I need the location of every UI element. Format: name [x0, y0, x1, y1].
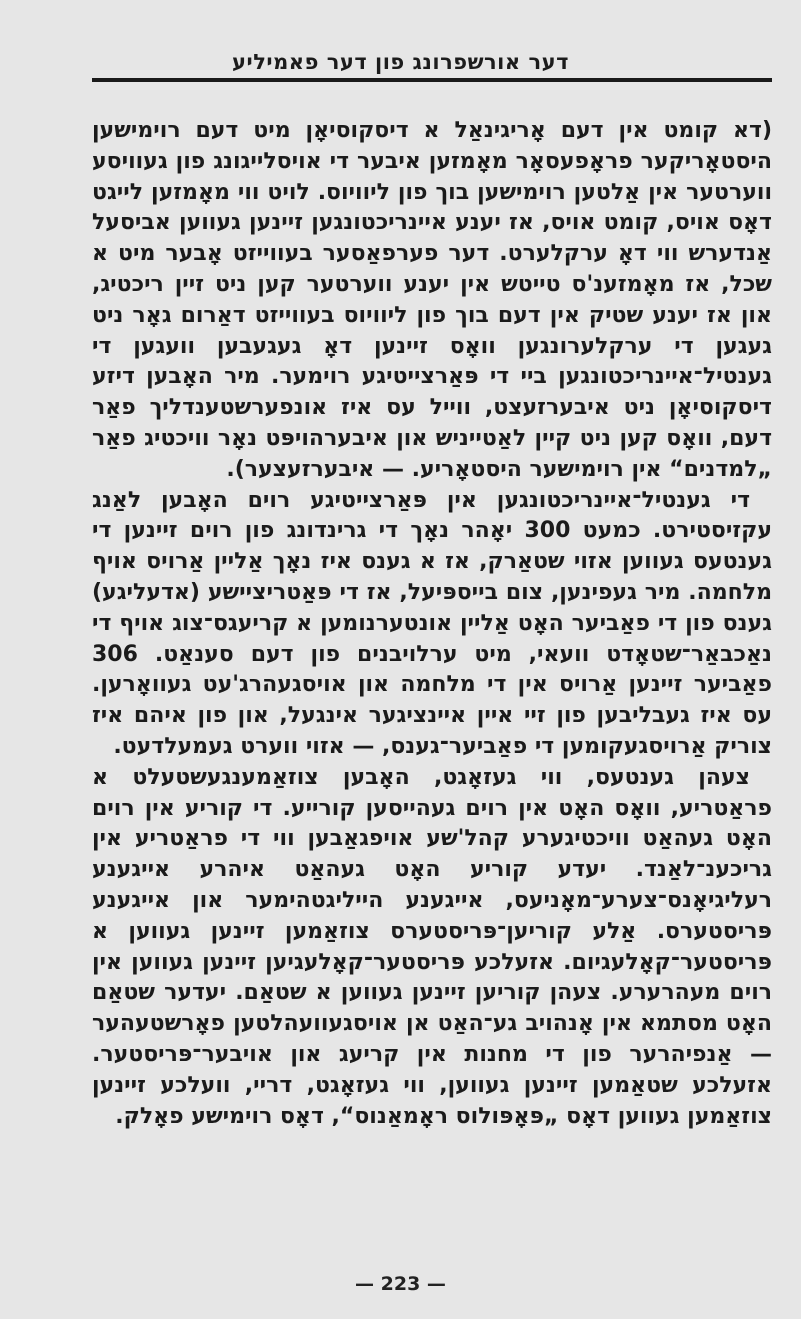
paragraph-curia: צעהן גענטעס, ווי געזאָגט, האָבען צוזאַמענגעשטעלט א פראַטריע, וואָס האָט אין רוים געהייסען קורייע. די קוריע אין רוים האָט געהאַט וויכטיגערע קהל'שע אויפגאַבען ווי די פראַטריע אין גריכענ־לאַנד. יעדע קוריע האָט געהאַט איהרע אייגענע רעליגיאָנס־צערע־מאָניעס, אייגענע הייליגטהימער און אייגענע פּריסטערס. אַלע קוריען־פּריסטערס צוזאַמען זיינען געווען א פּריסטער־קאָלעגיום. אזעלכע פּריסטער־קאָלעגיען זיינען געווען אין רוים מעהרערע. צעהן קוריען זיינען געווען א שטאַם. יעדער שטאַם האָט מסתמא אין אָנהויב גע־האַט אן אויסגעוועהלטען פאָרשטעהער — אַנפיהרער פון די מחנות אין קריעג און אויבער־פּריסטער. אזעלכע שטאַמען זיינען געווען, ווי געזאָגט, דריי, וועלכע זיינען צוזאַמען געווען דאָס „פּאָפּולוס ראָמאַנוס“, דאָס רוימישע פאָלק.: [92, 764, 772, 1129]
header-rule: [92, 78, 772, 82]
running-head: דער אורשפרונג פון דער פאמיליע: [232, 50, 569, 74]
paragraph-gentes: די גענטיל־איינריכטונגען אין פּאַרצייטיגע רוים האָבען לאַנג עקזיסטירט. כמעט 300 יאָהר נאָך די גרינדונג פון רוים זיינען די גענטעס געווען אזוי שטאַרק, אז א גענס איז נאָך אַליין אַרויס אויף מלחמה. מיר געפינען, צום בייספּיעל, אז די פּאַטריציישע (אדעליגע) גענס פון די פאַביער האָט אַליין אונטערנומען א קריעגס־צוג אויף די נאַכבאַר־שטאָדט וועאי, מיט ערלויבנים פון דעם סענאַט. 306 פאַביער זיינען אַרויס אין די מלחמה און אויסגעהרג'עט געוואָרען. עס איז געבליבען פון זיי איין איינציגער אינגעל, און פון איהם איז צוריק אַרויסגעקומען די פאַביער־גענס, — אזוי ווערט געמעלדעט.: [92, 487, 772, 759]
paragraph-note: (דא קומט אין דעם אָריגינאַל א דיסקוסיאָן מיט דעם רוימישען היסטאָריקער פראָפעסאָר מאָמזען איבער די אויסלייגונג פון געוויסע ווערטער אין אַלטען רוימישען בוך פון ליוויוס. לויט ווי מאָמזען לייגט דאָס אויס, קומט אויס, אז יענע איינריכטונגען זיינען געווען אביסעל אַנדערש ווי דאָ ערקלערט. דער פערפאַסער בעווייזט אָבער מיט א שכל, אז מאָמזענ'ס טייטש אין יענע ווערטער קען ניט זיין ריכטיג, און אז יענע שטיק אין דעם בוך פון ליוויוס בעווייזט דאַרום גאָר ניט געגען די ערקלערונגען וואָס זיינען דאָ געגעבען וועגען די גענטיל־איינריכטונגען ביי די פּאַרצייטיגע רוימער. מיר האָבען דיזע דיסקוסיאָן ניט איבערזעצט, ווייל עס איז אונפערשטענדליך פאַר דעם, וואָס קען ניט קיין לאַטייניש און איבערהויפּט נאָר וויכטיג פאַר „למדנים“ אין רוימישער היסטאָריע. — איבערזעצער).: [92, 118, 772, 482]
body-text: [92, 116, 772, 1132]
page-number: — 223 —: [355, 1273, 446, 1295]
